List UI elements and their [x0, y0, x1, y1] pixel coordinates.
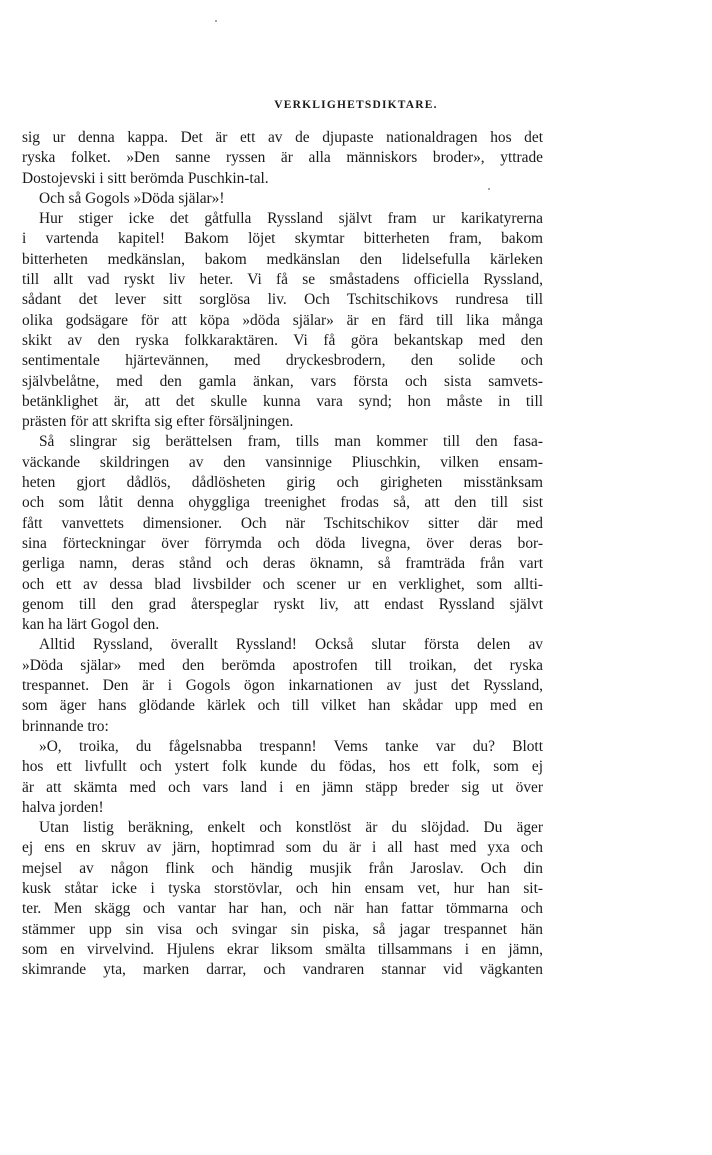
text-line: fått vanvettets dimensioner. Och när Tschitschikov sitter där med — [22, 514, 543, 532]
text-line: Utan listig beräkning, enkelt och konstlöst är du slöjdad. Du äger — [39, 819, 543, 837]
text-line: Dostojevski i sitt berömda Puschkin-tal. — [22, 169, 269, 187]
text-line: Hur stiger icke det gåtfulla Ryssland självt fram ur karikatyrerna — [39, 210, 543, 228]
text-line: självbelåtne, med den gamla änkan, vars första och sista samvets- — [22, 372, 543, 390]
text-line: Alltid Ryssland, överallt Ryssland! Också slutar första delen av — [39, 636, 543, 654]
body-text — [22, 128, 543, 980]
scan-speck — [215, 20, 217, 22]
text-line: i vartenda kapitel! Bakom löjet skymtar bitterheten fram, bakom — [22, 230, 543, 248]
text-line: betänklighet är, att det skulle kunna vara synd; hon måste in till — [22, 392, 543, 410]
text-line: »Döda själar» med den berömda apostrofen till troikan, det ryska — [22, 656, 543, 674]
text-line: heten gjort dådlös, dådlösheten girig och girigheten misstänksam — [22, 474, 543, 492]
text-line: är att skämta med och vars land i en jämn stäpp breder sig ut över — [22, 778, 543, 796]
text-line: gerliga namn, deras stånd och deras öknamn, så framträda från vart — [22, 555, 543, 573]
text-line: prästen för att skrifta sig efter försäljningen. — [22, 413, 294, 431]
text-line: skikt av den ryska folkkaraktären. Vi få göra bekantskap med den — [22, 331, 543, 349]
text-line: brinnande tro: — [22, 717, 109, 735]
text-line: kusk ståtar icke i tyska storstövlar, och hin ensam vet, hur han sit- — [22, 879, 543, 897]
text-line: sina förteckningar över förrymda och döda livegna, över deras bor- — [22, 534, 543, 552]
text-line: ryska folket. »Den sanne ryssen är alla människors broder», yttrade — [22, 149, 543, 167]
text-line: bitterheten medkänslan, bakom medkänslan den lidelsefulla kärleken — [22, 250, 543, 268]
text-line: sig ur denna kappa. Det är ett av de djupaste nationaldragen hos det — [22, 129, 543, 146]
text-line: skimrande yta, marken darrar, och vandraren stannar vid vägkanten — [22, 961, 543, 979]
text-line: Så slingrar sig berättelsen fram, tills man kommer till den fasa- — [39, 433, 543, 451]
text-line: stämmer upp sin visa och svingar sin piska, så jagar trespannet hän — [22, 920, 543, 938]
text-line: »O, troika, du fågelsnabba trespann! Vems tanke var du? Blott — [39, 737, 543, 755]
text-line: hos ett livfullt och ystert folk kunde du födas, hos ett folk, som ej — [22, 758, 543, 776]
text-line: trespannet. Den är i Gogols ögon inkarnationen av just det Ryssland, — [22, 677, 543, 695]
text-line: som en virvelvind. Hjulens ekrar liksom smälta tillsammans i en jämn, — [22, 940, 543, 958]
text-line: mejsel av någon flink och händig musjik från Jaroslav. Och din — [22, 859, 543, 877]
text-line: till allt vad ryskt liv heter. Vi få se småstadens officiella Ryssland, — [22, 271, 543, 289]
text-line: väckande skildringen av den vansinnige Pliuschkin, vilken ensam- — [22, 453, 543, 471]
text-line: ej ens en skruv av järn, hoptimrad som du är i all hast med yxa och — [22, 839, 543, 857]
text-line: och ett av dessa blad livsbilder och scener ur en verklighet, som allti- — [22, 575, 543, 593]
text-line: Och så Gogols »Döda själar»! — [39, 189, 225, 207]
text-line: halva jorden! — [22, 798, 104, 816]
text-line: som äger hans glödande kärlek och till vilket han skådar upp med en — [22, 697, 543, 715]
text-line: genom till den grad återspeglar ryskt liv, att endast Ryssland självt — [22, 595, 543, 613]
running-header: VERKLIGHETSDIKTARE. — [274, 99, 438, 111]
text-line: ter. Men skägg och vantar har han, och när han fattar tömmarna och — [22, 900, 543, 918]
text-line: sentimentale hjärtevännen, med dryckesbrodern, den solide och — [22, 352, 543, 370]
text-line: kan ha lärt Gogol den. — [22, 616, 160, 634]
text-line: olika godsägare för att köpa »döda själar» är en färd till lika många — [22, 311, 543, 329]
text-line: och som låtit denna ohyggliga treenighet frodas så, att den till sist — [22, 494, 543, 512]
text-line: sådant det lever sitt sorglösa liv. Och Tschitschikovs rundresa till — [22, 291, 543, 309]
